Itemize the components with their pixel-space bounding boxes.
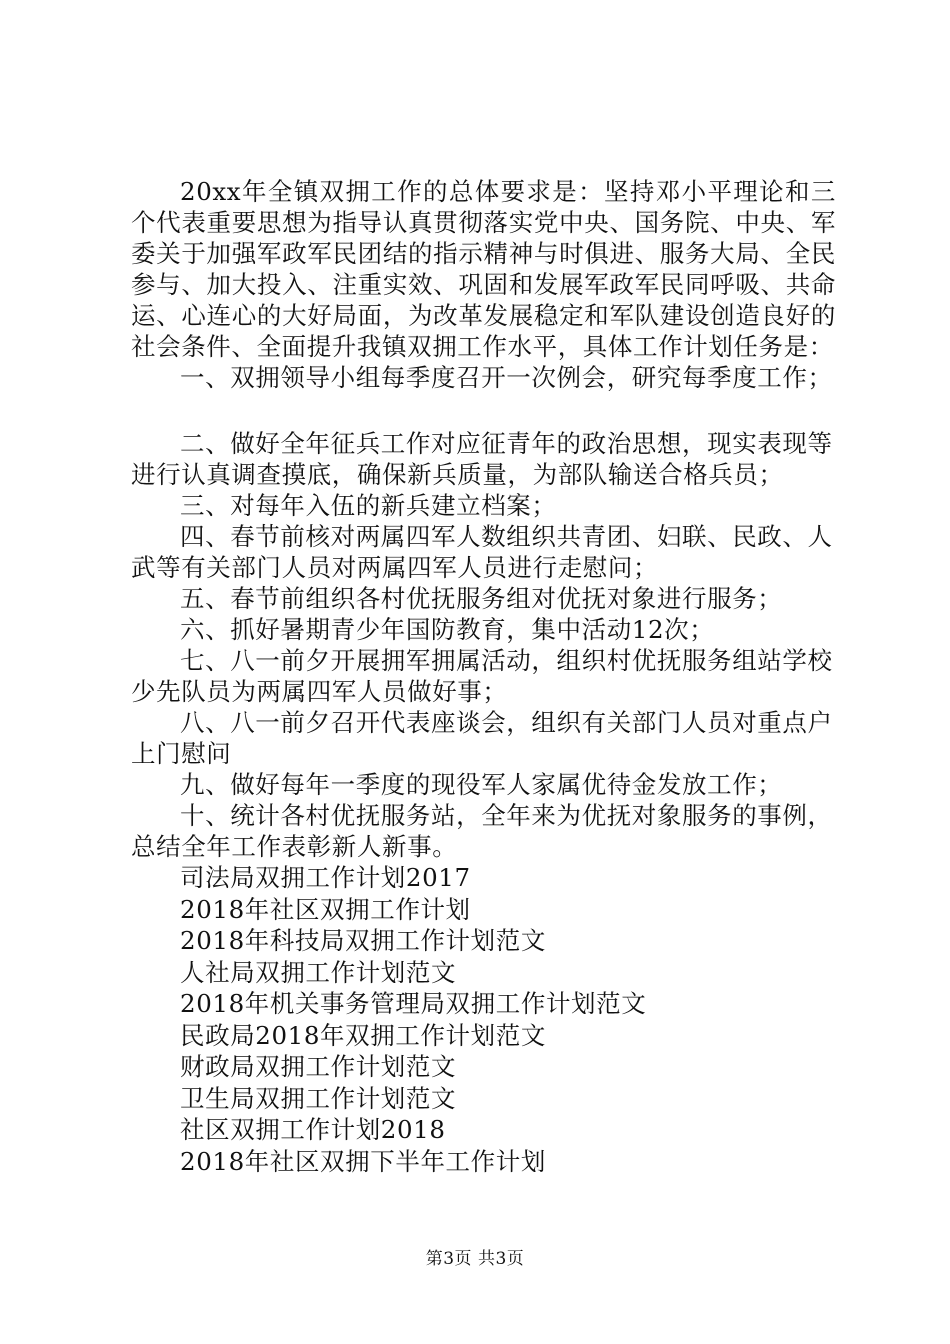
document-body xyxy=(131,176,836,1177)
plan-item-6: 六、抓好暑期青少年国防教育，集中活动12次； xyxy=(180,615,715,644)
related-article-6[interactable]: 民政局2018年双拥工作计划范文 xyxy=(180,1020,546,1050)
related-article-9[interactable]: 社区双拥工作计划2018 xyxy=(180,1115,446,1144)
plan-item-5: 五、春节前组织各村优抚服务组对优抚对象进行服务； xyxy=(180,584,783,613)
related-article-1[interactable]: 司法局双拥工作计划2017 xyxy=(180,863,471,892)
related-article-5[interactable]: 2018年机关事务管理局双拥工作计划范文 xyxy=(180,989,647,1018)
plan-item-4: 四、春节前核对两属四军人数组织共青团、妇联、民政、人武等有关部门人员对两属四军人员进行走慰问； xyxy=(131,522,833,582)
related-article-10[interactable]: 2018年社区双拥下半年工作计划 xyxy=(180,1146,546,1176)
blank-line xyxy=(131,393,836,428)
related-article-8[interactable]: 卫生局双拥工作计划范文 xyxy=(180,1083,457,1113)
plan-item-1: 一、双拥领导小组每季度召开一次例会，研究每季度工作； xyxy=(180,363,833,392)
plan-item-7: 七、八一前夕开展拥军拥属活动，组织村优抚服务组站学校少先队员为两属四军人员做好事； xyxy=(131,646,833,706)
plan-item-9: 九、做好每年一季度的现役军人家属优待金发放工作； xyxy=(180,770,783,799)
plan-item-8: 八、八一前夕召开代表座谈会，组织有关部门人员对重点户上门慰问 xyxy=(131,708,833,768)
intro-paragraph: 20xx年全镇双拥工作的总体要求是：坚持邓小平理论和三个代表重要思想为指导认真贯彻落实党中央、国务院、中央、军委关于加强军政军民团结的指示精神与时俱进、服务大局、全民参与、加大投入、注重实效、巩固和发展军政军民同呼吸、共命运、心连心的大好局面，为改革发展稳定和军队建设创造良好的社会条件、全面提升我镇双拥工作水平，具体工作计划任务是： xyxy=(131,177,836,361)
page-number-footer: 第3页 共3页 xyxy=(425,1249,525,1269)
plan-item-10: 十、统计各村优抚服务站，全年来为优抚对象服务的事例，总结全年工作表彰新人新事。 xyxy=(131,801,833,861)
related-article-4[interactable]: 人社局双拥工作计划范文 xyxy=(180,957,457,987)
plan-item-2: 二、做好全年征兵工作对应征青年的政治思想，现实表现等进行认真调查摸底，确保新兵质量，为部队输送合格兵员； xyxy=(131,429,833,489)
related-article-3[interactable]: 2018年科技局双拥工作计划范文 xyxy=(180,926,546,955)
related-article-7[interactable]: 财政局双拥工作计划范文 xyxy=(180,1052,457,1081)
related-articles-list xyxy=(131,862,836,1177)
related-article-2[interactable]: 2018年社区双拥工作计划 xyxy=(180,894,471,924)
plan-item-3: 三、对每年入伍的新兵建立档案； xyxy=(180,491,557,520)
